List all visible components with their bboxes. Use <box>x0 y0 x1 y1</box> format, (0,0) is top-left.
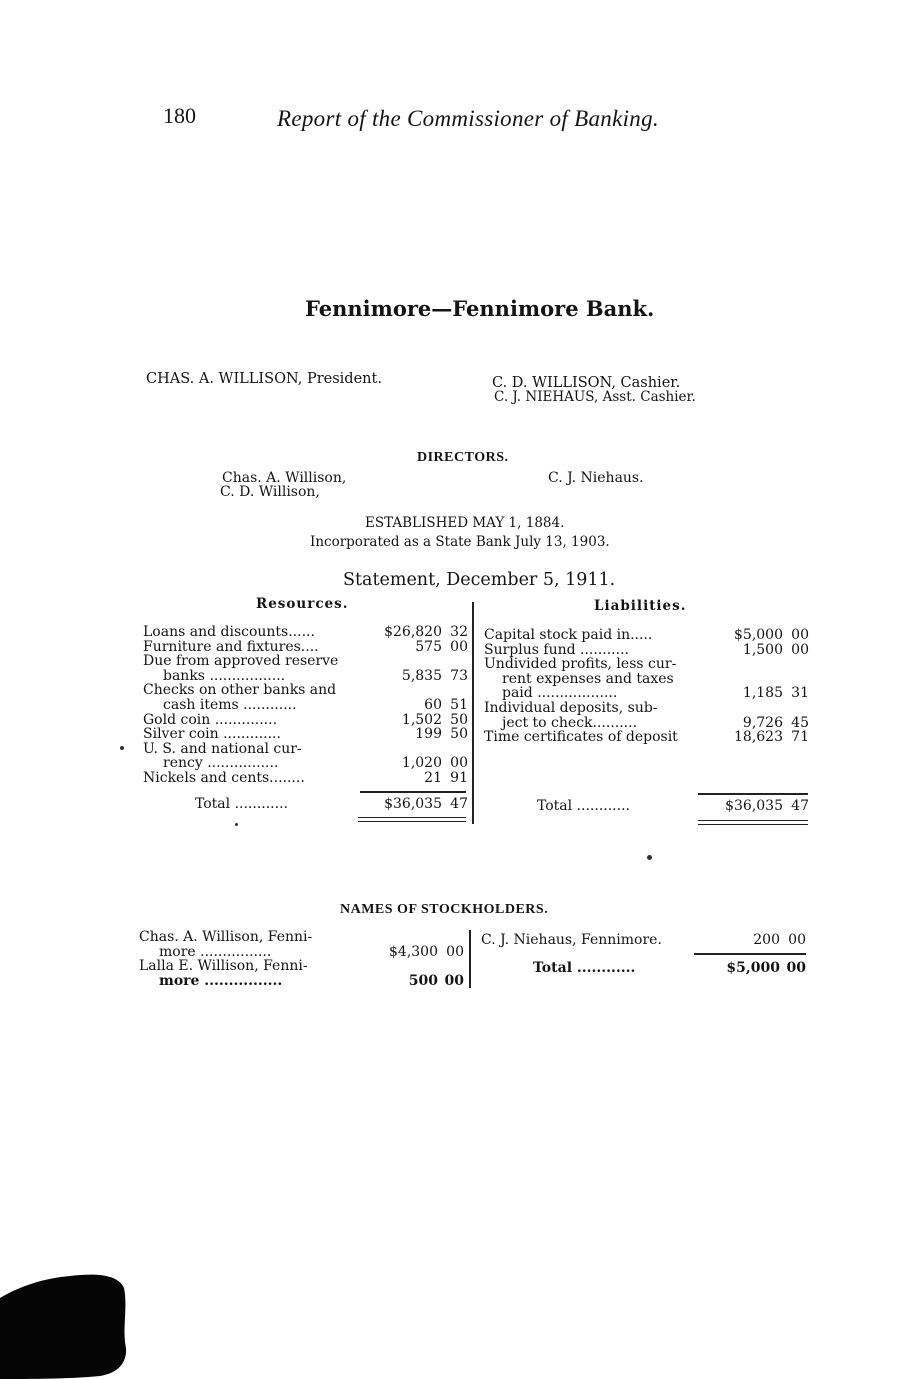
amount-cents: 00 <box>450 638 468 655</box>
ink-speck <box>235 823 238 826</box>
stockholders-heading: NAMES OF STOCKHOLDERS. <box>340 902 549 917</box>
amount-cents: 50 <box>450 711 468 728</box>
amount-dollars: 18,623 <box>734 729 783 746</box>
resource-row <box>143 713 468 727</box>
amount-dollars: $36,035 <box>384 796 442 812</box>
amount-cents: 31 <box>791 685 809 702</box>
liabilities-heading: Liabilities. <box>594 598 687 614</box>
bank-title: Fennimore—Fennimore Bank. <box>305 296 655 321</box>
resource-total-row <box>195 797 468 811</box>
liability-row <box>484 657 809 671</box>
stockholder-row <box>139 974 464 988</box>
resource-row <box>143 698 468 712</box>
page-number: 180 <box>163 103 196 128</box>
row-label: Individual deposits, sub- <box>484 700 658 716</box>
amount-dollars: $36,035 <box>725 798 783 814</box>
row-label: paid .................. <box>502 685 618 702</box>
row-label: Total ............ <box>533 960 636 976</box>
amount-cents: 00 <box>444 972 464 989</box>
row-label: rent expenses and taxes <box>502 670 674 687</box>
resource-row <box>143 669 468 683</box>
amount-cents: 47 <box>791 798 809 814</box>
amount-dollars: 1,502 <box>401 711 442 728</box>
amount-dollars: $26,820 <box>384 624 442 640</box>
amount-dollars: 60 <box>424 697 442 713</box>
amount-cents: 51 <box>450 697 468 713</box>
amount-dollars: 575 <box>415 638 442 655</box>
total-double-rule <box>358 821 466 822</box>
row-label: Total ............ <box>537 798 630 814</box>
director-name: Chas. A. Willison, <box>222 470 347 486</box>
liability-row <box>484 716 809 730</box>
incorporated-line: Incorporated as a State Bank July 13, 1903. <box>310 534 610 550</box>
amount-dollars: 5,835 <box>401 667 442 684</box>
ink-speck <box>647 855 652 860</box>
cashier-line: C. D. WILLISON, Cashier. <box>492 375 681 391</box>
stockholder-row <box>139 959 464 973</box>
resource-row <box>143 771 468 785</box>
running-head: Report of the Commissioner of Banking. <box>277 106 659 131</box>
amount-dollars: 21 <box>424 770 442 786</box>
row-label: Gold coin .............. <box>143 711 278 728</box>
amount-dollars: $5,000 <box>726 960 780 976</box>
row-label: Lalla E. Willison, Fenni- <box>139 958 308 974</box>
liability-row <box>484 701 809 715</box>
amount-cents: 00 <box>446 943 464 960</box>
total-double-rule <box>358 817 466 818</box>
row-label: Silver coin ............. <box>143 726 281 743</box>
row-label: Surplus fund ........... <box>484 641 629 658</box>
liability-row <box>484 628 809 642</box>
amount-dollars: $4,300 <box>389 943 438 960</box>
row-label: Capital stock paid in..... <box>484 627 653 643</box>
established-line: ESTABLISHED MAY 1, 1884. <box>365 515 565 531</box>
stockholder-row <box>139 930 464 944</box>
liability-row <box>484 643 809 657</box>
row-label: Due from approved reserve <box>143 653 339 670</box>
amount-cents: 73 <box>450 667 468 684</box>
amount-cents: 45 <box>791 714 809 731</box>
row-label: Checks on other banks and <box>143 682 337 699</box>
amount-cents: 32 <box>450 624 468 640</box>
row-label: more ................ <box>159 943 272 960</box>
row-label: cash items ............ <box>163 697 297 713</box>
resources-heading: Resources. <box>256 596 349 612</box>
row-label: Loans and discounts...... <box>143 624 315 640</box>
row-label: Nickels and cents........ <box>143 770 305 786</box>
row-label: more ................ <box>159 972 283 989</box>
column-divider <box>469 930 471 988</box>
amount-cents: 00 <box>450 755 468 772</box>
liability-row <box>484 730 809 744</box>
resource-row <box>143 742 468 756</box>
row-label: rency ................ <box>163 755 279 772</box>
amount-dollars: 1,500 <box>742 641 783 658</box>
row-label: ject to check.......... <box>502 714 638 731</box>
amount-dollars: 9,726 <box>742 714 783 731</box>
amount-dollars: 500 <box>408 972 438 989</box>
stockholder-total-row <box>533 961 806 975</box>
directors-heading: DIRECTORS. <box>417 450 509 465</box>
total-double-rule <box>698 820 808 821</box>
ink-blot <box>0 1268 130 1379</box>
sum-rule <box>360 791 466 793</box>
resource-row <box>143 625 468 639</box>
resource-row <box>143 640 468 654</box>
row-label: Total ............ <box>195 796 288 812</box>
sum-rule <box>698 793 808 795</box>
amount-cents: 50 <box>450 726 468 743</box>
sum-rule <box>694 953 806 955</box>
amount-cents: 71 <box>791 729 809 746</box>
director-name: C. J. Niehaus. <box>548 470 644 486</box>
amount-dollars: 200 <box>753 932 780 948</box>
amount-cents: 91 <box>450 770 468 786</box>
amount-cents: 00 <box>791 641 809 658</box>
liability-row <box>484 672 809 686</box>
liability-total-row <box>537 799 809 813</box>
row-label: C. J. Niehaus, Fennimore. <box>481 932 662 948</box>
ink-speck <box>120 746 124 750</box>
amount-dollars: 1,020 <box>401 755 442 772</box>
row-label: banks ................. <box>163 667 286 684</box>
amount-cents: 00 <box>788 932 806 948</box>
column-divider <box>472 602 474 824</box>
asst-cashier-line: C. J. NIEHAUS, Asst. Cashier. <box>494 389 696 405</box>
total-double-rule <box>698 824 808 825</box>
stockholder-row <box>481 933 806 947</box>
amount-cents: 00 <box>791 627 809 643</box>
amount-cents: 00 <box>786 960 806 976</box>
row-label: Time certificates of deposit <box>484 729 678 746</box>
resource-row <box>143 683 468 697</box>
amount-cents: 47 <box>450 796 468 812</box>
row-label: Furniture and fixtures.... <box>143 638 319 655</box>
liability-row <box>484 686 809 700</box>
resource-row <box>143 756 468 770</box>
stockholder-row <box>139 945 464 959</box>
row-label: U. S. and national cur- <box>143 740 302 757</box>
president-line: CHAS. A. WILLISON, President. <box>146 371 382 387</box>
resource-row <box>143 727 468 741</box>
resource-row <box>143 654 468 668</box>
director-name: C. D. Willison, <box>220 484 320 500</box>
statement-title: Statement, December 5, 1911. <box>343 570 616 590</box>
row-label: Chas. A. Willison, Fenni- <box>139 929 313 945</box>
amount-dollars: 199 <box>415 726 442 743</box>
amount-dollars: 1,185 <box>742 685 783 702</box>
amount-dollars: $5,000 <box>734 627 783 643</box>
row-label: Undivided profits, less cur- <box>484 656 677 673</box>
